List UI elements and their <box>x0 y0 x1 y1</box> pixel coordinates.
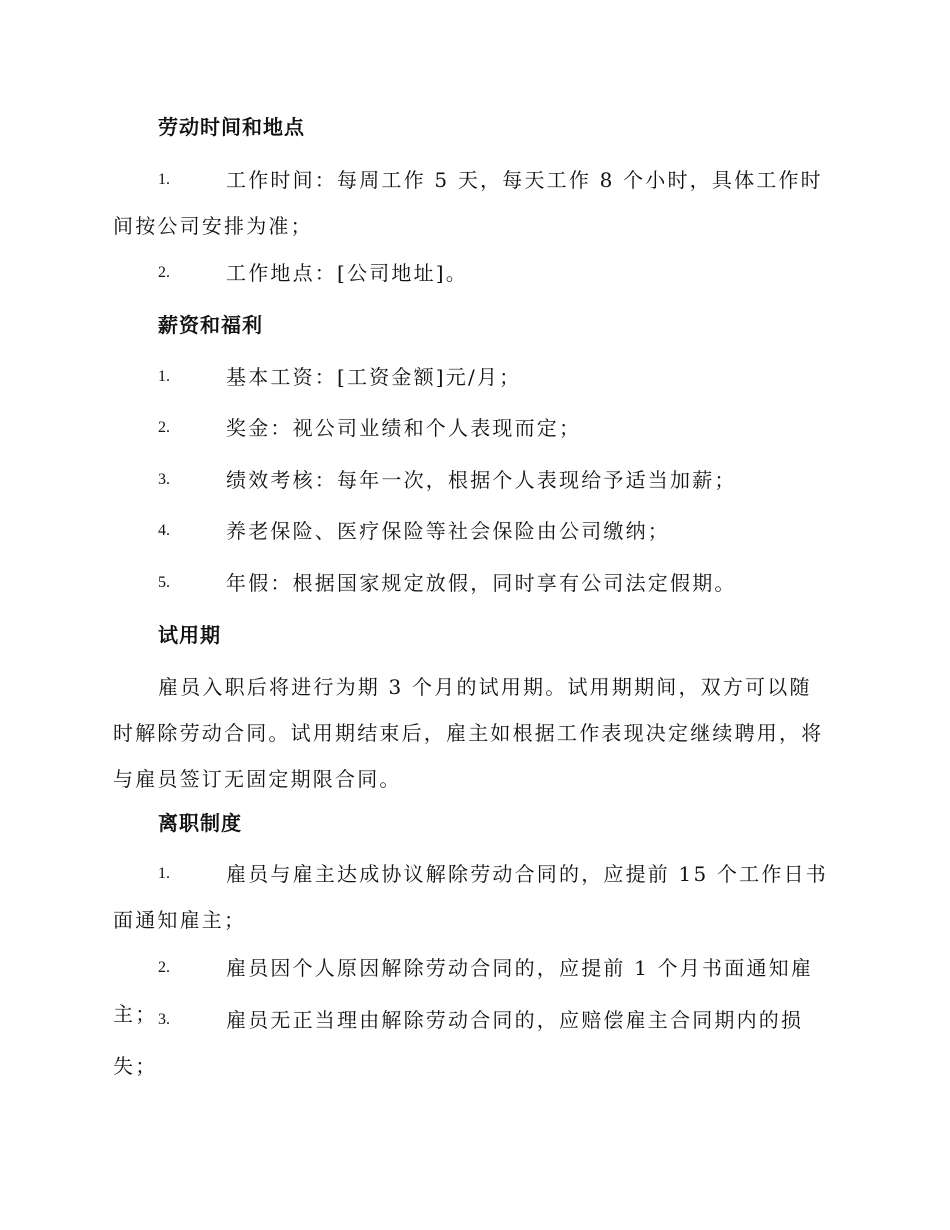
item-number: 4. <box>158 522 170 539</box>
section-heading-salary: 薪资和福利 <box>158 313 263 337</box>
list-item <box>113 508 833 554</box>
item-text: 雇员无正当理由解除劳动合同的，应赔偿雇主合同期内的损失； <box>113 1008 804 1078</box>
item-text: 奖金：视公司业绩和个人表现而定； <box>226 416 582 440</box>
item-number: 1. <box>158 171 170 188</box>
item-text: 养老保险、医疗保险等社会保险由公司缴纳； <box>226 519 670 543</box>
item-number: 3. <box>158 471 170 488</box>
list-item <box>113 560 833 606</box>
item-text: 绩效考核：每年一次，根据个人表现给予适当加薪； <box>226 468 737 492</box>
item-number: 2. <box>158 959 170 976</box>
item-text: 雇员因个人原因解除劳动合同的，应提前 1 个月书面通知雇主； <box>113 956 814 1026</box>
item-number: 1. <box>158 865 170 882</box>
item-number: 2. <box>158 264 170 281</box>
list-item <box>113 851 833 943</box>
section-heading-probation: 试用期 <box>158 623 221 647</box>
item-text: 年假：根据国家规定放假，同时享有公司法定假期。 <box>226 571 737 595</box>
list-item <box>113 997 833 1089</box>
item-number: 5. <box>158 574 170 591</box>
list-item <box>113 250 833 296</box>
item-text: 雇员与雇主达成协议解除劳动合同的，应提前 15 个工作日书面通知雇主； <box>113 862 828 932</box>
item-number: 2. <box>158 419 170 436</box>
item-text: 工作地点：[公司地址]。 <box>226 261 469 285</box>
list-item <box>113 405 833 451</box>
section-heading-resignation: 离职制度 <box>158 811 242 835</box>
item-number: 3. <box>158 1011 170 1028</box>
section-heading-work: 劳动时间和地点 <box>158 115 305 139</box>
item-text: 工作时间：每周工作 5 天，每天工作 8 个小时，具体工作时间按公司安排为准； <box>113 168 823 238</box>
item-text: 基本工资：[工资金额]元/月； <box>226 365 522 389</box>
probation-paragraph: 雇员入职后将进行为期 3 个月的试用期。试用期期间，双方可以随时解除劳动合同。试用期结束后，雇主如根据工作表现决定继续聘用，将与雇员签订无固定期限合同。 <box>113 675 824 791</box>
list-item <box>113 354 833 400</box>
list-item <box>113 457 833 503</box>
item-number: 1. <box>158 368 170 385</box>
list-item <box>113 157 833 249</box>
